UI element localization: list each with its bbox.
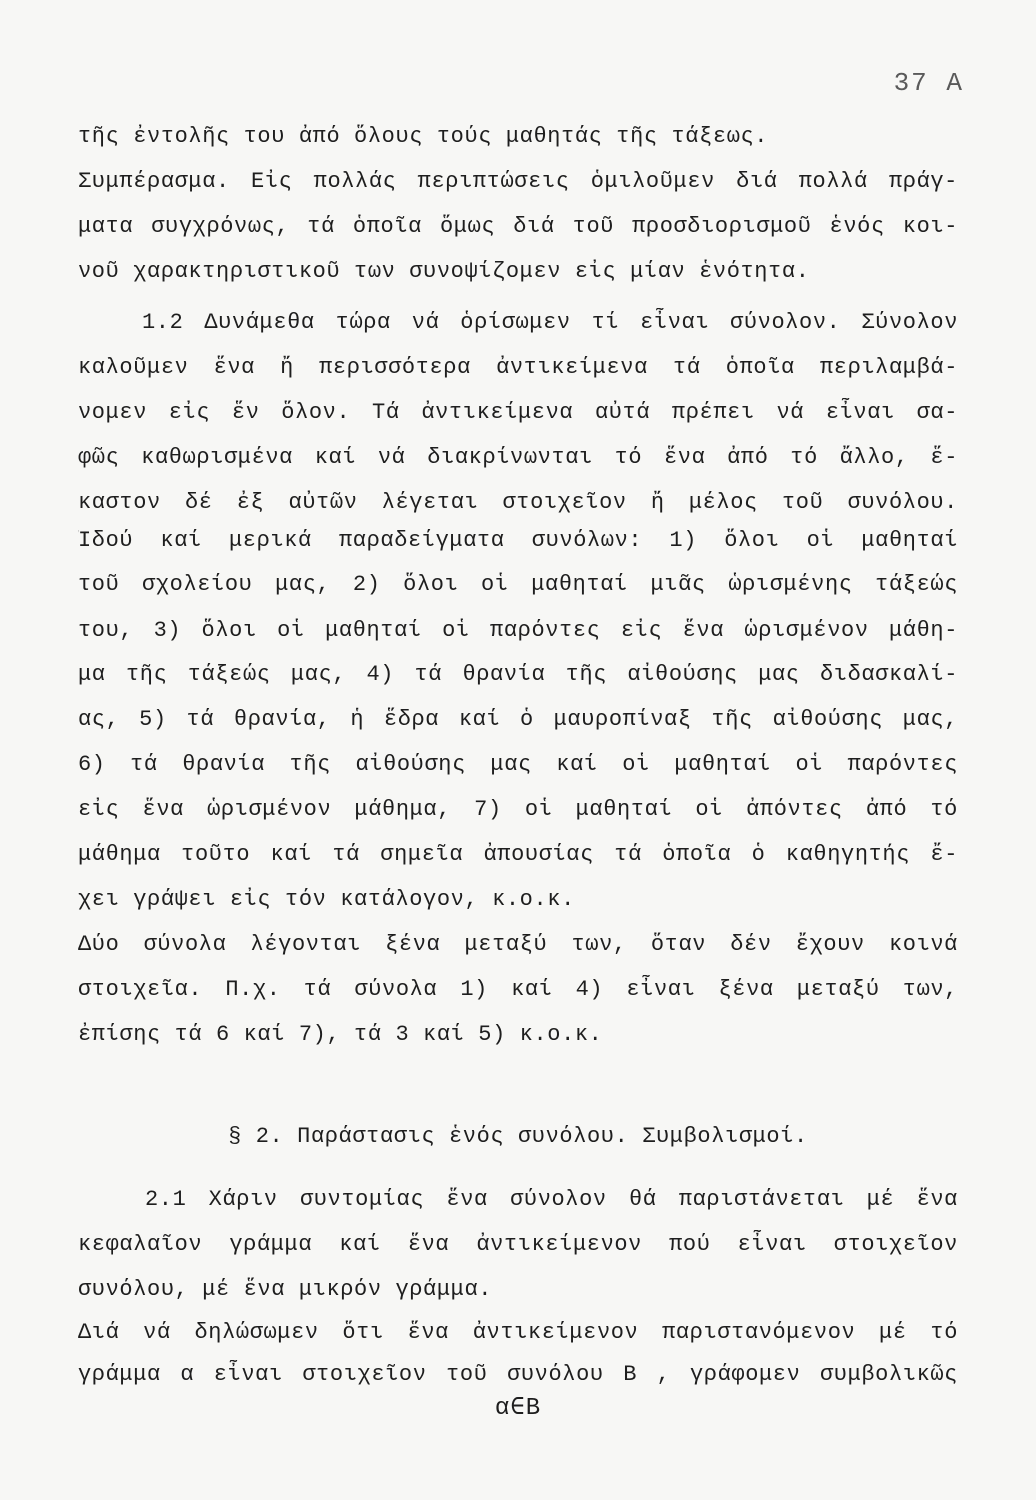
text-line: καστον δέ ἐξ αὐτῶν λέγεται στοιχεῖον ἤ μέλος τοῦ συνόλου. <box>78 490 958 515</box>
text-line: του, 3) ὅλοι οἱ μαθηταί οἱ παρόντες εἰς ἕνα ὡρισμένον μάθη- <box>78 618 958 643</box>
text-line: νοῦ χαρακτηριστικοῦ των συνοψίζομεν εἰς μίαν ἑνότητα. <box>78 259 810 284</box>
text-line: 6) τά θρανία τῆς αἰθούσης μας καί οἱ μαθηταί οἱ παρόντες <box>78 752 958 777</box>
text-line: τοῦ σχολείου μας, 2) ὅλοι οἱ μαθηταί μιᾶς ὡρισμένης τάξεώς <box>78 572 958 597</box>
text-line: νομεν εἰς ἕν ὅλον. Τά ἀντικείμενα αὐτά πρέπει νά εἶναι σα- <box>78 400 958 425</box>
text-line: 1.2 Δυνάμεθα τώρα νά ὁρίσωμεν τί εἶναι σύνολον. Σύνολον <box>142 310 958 335</box>
set-membership-formula: α∈Β <box>494 1395 542 1422</box>
text-line: Ἰδού καί μερικά παραδείγματα συνόλων: 1) ὅλοι οἱ μαθηταί <box>78 528 958 553</box>
text-line: Διά νά δηλώσωμεν ὅτι ἕνα ἀντικείμενον παριστανόμενον μέ τό <box>78 1320 958 1345</box>
text-line: καλοῦμεν ἕνα ἤ περισσότερα ἀντικείμενα τά ὁποῖα περιλαμβά- <box>78 355 958 380</box>
text-line: μάθημα τοῦτο καί τά σημεῖα ἀπουσίας τά ὁποῖα ὁ καθηγητής ἔ- <box>78 842 958 867</box>
text-line: ἐπίσης τά 6 καί 7), τά 3 καί 5) κ.ο.κ. <box>78 1022 603 1047</box>
text-line: χει γράψει εἰς τόν κατάλογον, κ.ο.κ. <box>78 887 575 912</box>
text-line: 2.1 Χάριν συντομίας ἕνα σύνολον θά παριστάνεται μέ ἕνα <box>145 1187 958 1212</box>
text-line: Δύο σύνολα λέγονται ξένα μεταξύ των, ὅταν δέν ἔχουν κοινά <box>78 932 958 957</box>
text-line: γράμμα α εἶναι στοιχεῖον τοῦ συνόλου Β , γράφομεν συμβολικῶς <box>78 1362 958 1387</box>
text-line: στοιχεῖα. Π.χ. τά σύνολα 1) καί 4) εἶναι ξένα μεταξύ των, <box>78 977 958 1002</box>
text-line: κεφαλαῖον γράμμα καί ἕνα ἀντικείμενον πού εἶναι στοιχεῖον <box>78 1232 958 1257</box>
text-line: συνόλου, μέ ἕνα μικρόν γράμμα. <box>78 1277 493 1302</box>
text-line: ματα συγχρόνως, τά ὁποῖα ὅμως διά τοῦ προσδιορισμοῦ ἑνός κοι- <box>78 214 958 239</box>
text-line: εἰς ἕνα ὡρισμένον μάθημα, 7) οἱ μαθηταί οἱ ἀπόντες ἀπό τό <box>78 797 958 822</box>
text-line: τῆς ἐντολῆς του ἀπό ὅλους τούς μαθητάς τῆς τάξεως. <box>78 124 769 149</box>
text-line: φῶς καθωρισμένα καί νά διακρίνωνται τό ἕνα ἀπό τό ἄλλο, ἕ- <box>78 445 958 470</box>
text-line: Συμπέρασμα. Εἰς πολλάς περιπτώσεις ὁμιλοῦμεν διά πολλά πράγ- <box>78 169 958 194</box>
text-line: ας, 5) τά θρανία, ἡ ἕδρα καί ὁ μαυροπίναξ τῆς αἰθούσης μας, <box>78 707 958 732</box>
page-number: 37 A <box>893 68 964 98</box>
text-line: μα τῆς τάξεώς μας, 4) τά θρανία τῆς αἰθούσης μας διδασκαλί- <box>78 662 958 687</box>
section-heading: § 2. Παράστασις ἑνός συνόλου. Συμβολισμοί. <box>228 1124 808 1149</box>
